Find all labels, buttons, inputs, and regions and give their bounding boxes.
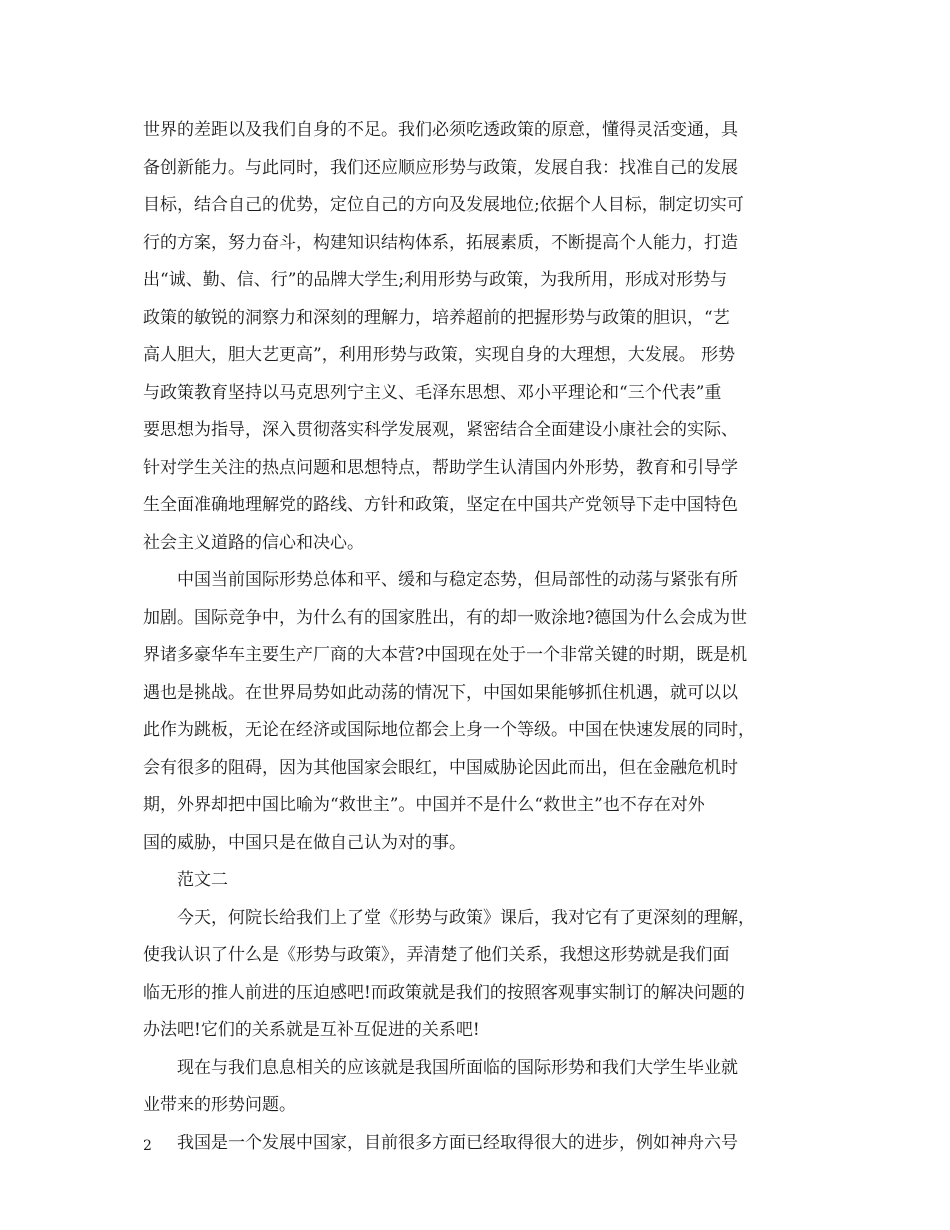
text-line: 行的方案，努力奋斗，构建知识结构体系，拓展素质，不断提高个人能力，打造	[143, 232, 738, 253]
text-line: 中国当前国际形势总体和平、缓和与稳定态势，但局部性的动荡与紧张有所	[177, 570, 738, 590]
text-line: 加剧。国际竞争中，为什么有的国家胜出，有的却一败涂地?德国为什么会成为世	[143, 607, 748, 628]
text-line: 遇也是挑战。在世界局势如此动荡的情况下，中国如果能够抓住机遇，就可以以	[143, 682, 738, 703]
text-line: 生全面准确地理解党的路线、方针和政策，坚定在中国共产党领导下走中国特色	[143, 495, 738, 515]
text-line: 临无形的推人前进的压迫感吧!而政策就是我们的按照客观事实制订的解决问题的	[143, 982, 745, 1003]
text-line: 出“诚、勤、信、行”的品牌大学生;利用形势与政策，为我所用，形成对形势与	[143, 270, 728, 290]
text-line: 使我认识了什么是《形势与政策》，弄清楚了他们关系，我想这形势就是我们面	[143, 945, 730, 965]
text-line: 此作为跳板，无论在经济或国际地位都会上身一个等级。中国在快速发展的同时，	[143, 720, 755, 740]
text-line: 目标，结合自己的优势，定位自己的方向及发展地位;依据个人目标，制定切实可	[143, 195, 744, 215]
text-line: 世界的差距以及我们自身的不足。我们必须吃透政策的原意，懂得灵活变通，具	[143, 120, 738, 140]
text-line: 会有很多的阻碍，因为其他国家会眼红，中国威胁论因此而出，但在金融危机时	[143, 757, 738, 778]
text-line: 范文二	[177, 870, 228, 890]
text-line: 国的威胁，中国只是在做自己认为对的事。	[143, 832, 466, 853]
text-line: 期，外界却把中国比喻为“救世主”。中国并不是什么“救世主”也不存在对外	[143, 795, 705, 815]
text-line: 高人胆大，胆大艺更高”，利用形势与政策，实现自身的大理想，大发展。 形势	[143, 345, 736, 365]
text-line: 政策的敏锐的洞察力和深刻的理解力，培养超前的把握形势与政策的胆识，“艺	[143, 307, 730, 328]
text-line: 办法吧!它们的关系就是互补互促进的关系吧!	[143, 1020, 480, 1040]
text-line: 界诸多豪华车主要生产厂商的大本营?中国现在处于一个非常关键的时期，既是机	[143, 645, 748, 665]
text-line: 与政策教育坚持以马克思列宁主义、毛泽东思想、邓小平理论和“三个代表”重	[143, 382, 722, 403]
text-line: 我国是一个发展中国家，目前很多方面已经取得很大的进步，例如神舟六号	[177, 1132, 738, 1153]
text-line: 针对学生关注的热点问题和思想特点，帮助学生认清国内外形势，教育和引导学	[143, 457, 738, 478]
document-body	[143, 112, 827, 1162]
text-line: 今天，何院长给我们上了堂《形势与政策》课后，我对它有了更深刻的理解，	[177, 907, 755, 928]
text-line: 现在与我们息息相关的应该就是我国所面临的国际形势和我们大学生毕业就	[177, 1057, 738, 1078]
text-line: 要思想为指导，深入贯彻落实科学发展观，紧密结合全面建设小康社会的实际、	[143, 420, 738, 440]
text-line: 备创新能力。与此同时，我们还应顺应形势与政策，发展自我：找准自己的发展	[143, 157, 738, 178]
page-number: 2	[143, 1138, 152, 1154]
text-line: 业带来的形势问题。	[143, 1095, 296, 1115]
text-line: 社会主义道路的信心和决心。	[143, 532, 364, 553]
